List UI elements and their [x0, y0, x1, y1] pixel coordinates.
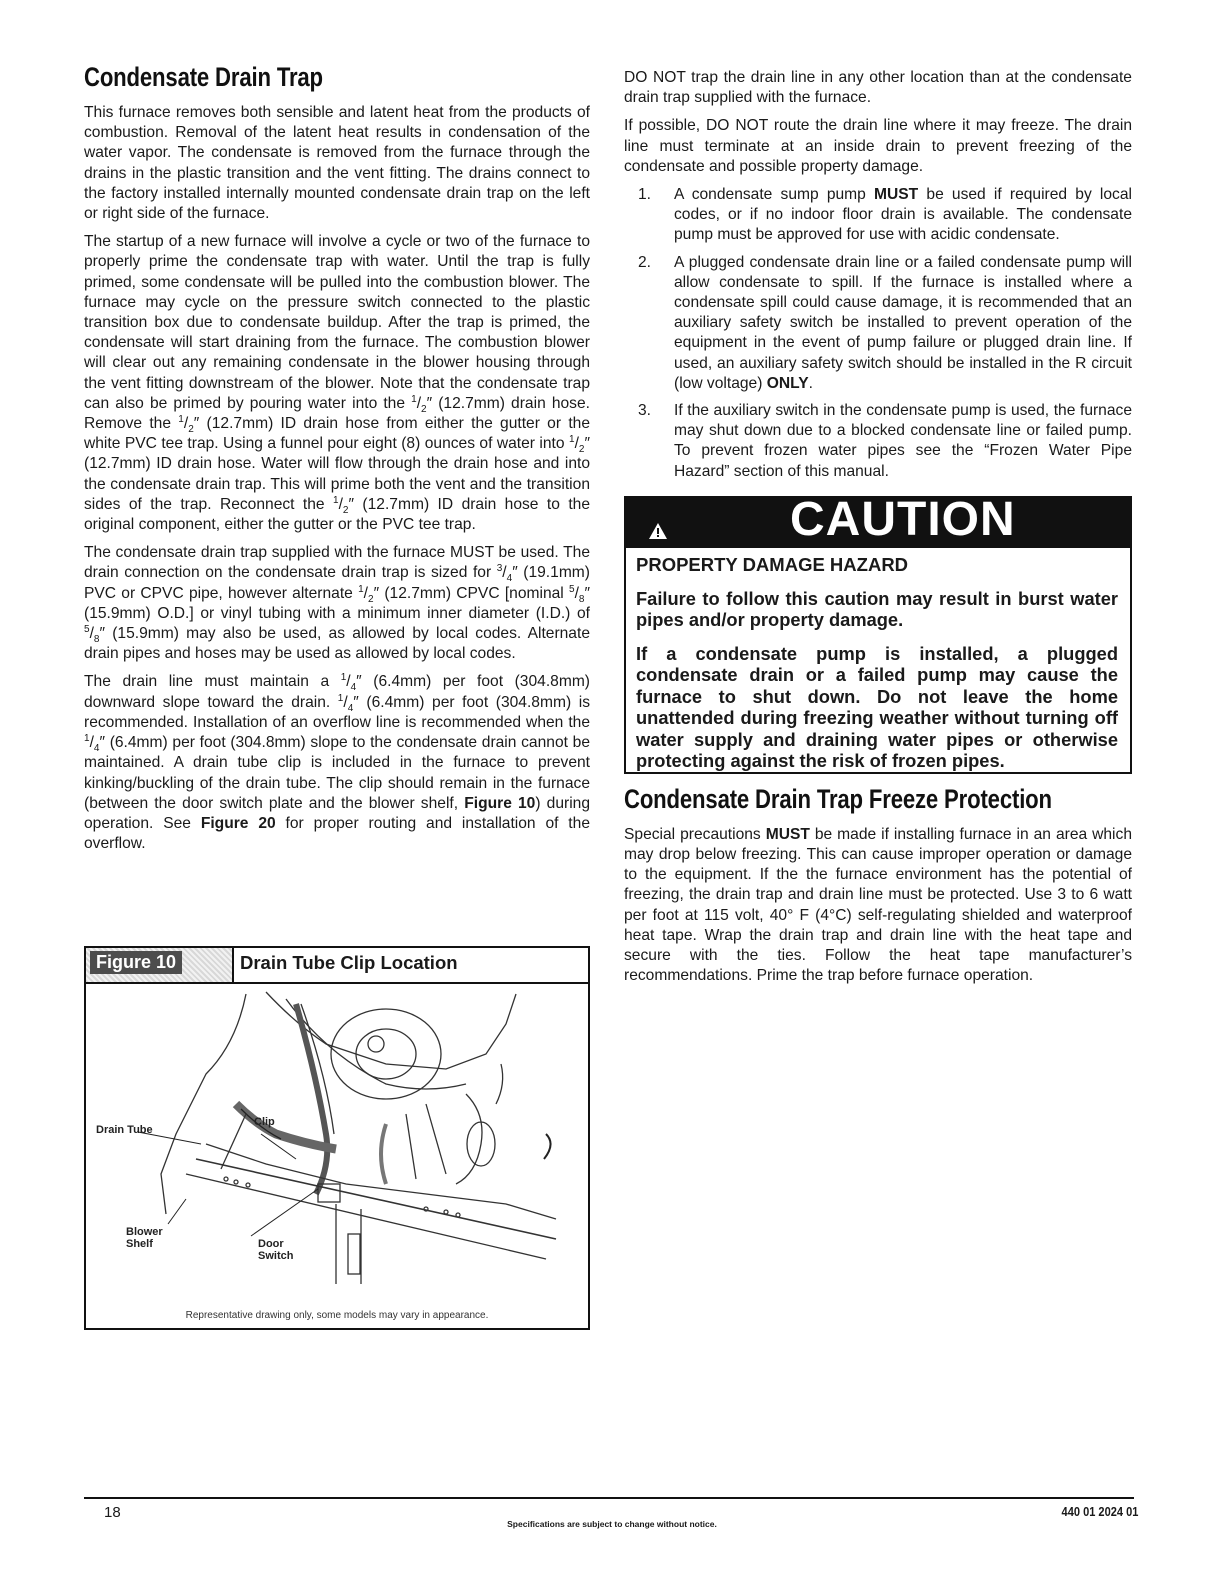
paragraph-trap-sizing: The condensate drain trap supplied with the furnace MUST be used. The drain connection on the condensate drain trap is sized for $^3/_4''$ (19.1mm) PVC or CPVC pipe, however alternate $^1/_2''$ (12.7mm) CPVC [nominal $^5/_8''$ (15.9mm) O.D.] or vinyl tubing with a minimum inner diameter (I.D.) of $^5/_8''$ (15.9mm) may also be used, as allowed by local codes. Alternate drain pipes and hoses may be used as allowed by local codes.: [84, 544, 590, 663]
figure-note: Representative drawing only, some models may vary in appearance.: [185, 1310, 489, 1321]
paragraph-do-not-trap: DO NOT trap the drain line in any other location than at the condensate drain trap supplied with the furnace.: [624, 69, 1132, 107]
hazard-title: PROPERTY DAMAGE HAZARD: [636, 553, 909, 575]
page-number: 18: [104, 1504, 121, 1521]
paragraph-freeze-route: If possible, DO NOT route the drain line where it may freeze. The drain line must terminate at an inside drain to prevent freezing of the condensate and possible property damage.: [624, 117, 1132, 175]
paragraph-drain-slope: The drain line must maintain a $^1/_4''$ (6.4mm) per foot (304.8mm) downward slope toward the drain. $^1/_4''$ (6.4mm) per foot (304.8mm) is recommended. Installation of an overflow line is recommended when the $^1/_4''$ (6.4mm) per foot (304.8mm) slope to the condensate drain cannot be maintained. A drain tube clip is included in the furnace to prevent kinking/buckling of the drain tube. The clip should remain in the furnace (between the door switch plate and the blower shelf, Figure 10) during operation. See Figure 20 for proper routing and installation of the overflow.: [84, 672, 591, 853]
figure-10: [84, 946, 590, 1330]
paragraph-freeze-protection: Special precautions MUST be made if installing furnace in an area which may drop below freezing. This can cause improper operation or damage to the equipment. If the the furnace environment has the potential of freezing, the drain trap and drain line must be protected. Use 3 to 6 watt per foot at 115 volt, 40° F (4°C) self-regulating shielded and waterproof heat tape. Wrap the drain trap and drain line with the heat tape and secure with the ties. Follow the heat tape manufacturer’s recommendations. Prime the trap before furnace operation.: [624, 825, 1132, 985]
footer-note: Specifications are subject to change without notice.: [507, 1519, 717, 1529]
list-item: 3. If the auxiliary switch in the condensate pump is used, the furnace may shut down due to a blocked condensate line or failed pump. To prevent frozen water pipes see the “Frozen Water Pipe Hazard” section of this manual.: [638, 402, 1132, 480]
callout-drain-tube: Drain Tube: [96, 1124, 153, 1136]
callout-blower-shelf: Blower Shelf: [126, 1226, 163, 1250]
warning-triangle-icon: [648, 522, 668, 540]
caution-line-2: If a condensate pump is installed, a plugged condensate drain or a failed pump may cause the furnace to shut down. Do not leave the home unattended during freezing weather without turning off water supply and draining water pipes or otherwise protecting against the risk of frozen pipes.: [636, 642, 1118, 772]
footer-rule: [84, 1497, 1134, 1499]
list-item: 2. A plugged condensate drain line or a failed condensate pump will allow condensate to spill. If the furnace is installed where a condensate spill could cause damage, it is recommended that an auxiliary safety switch be installed to prevent operation of the equipment in the event of pump failure or plugged drain line. If used, an auxiliary safety switch should be installed in the R circuit (low voltage) ONLY.: [638, 253, 1132, 392]
figure-label-cell: [86, 948, 234, 982]
caution-body: [626, 548, 1130, 772]
drain-tube-clip-drawing: [86, 984, 588, 1330]
figure-illustration: [86, 984, 588, 1330]
section-heading: Condensate Drain Trap: [84, 62, 323, 92]
callout-clip: Clip: [254, 1116, 275, 1128]
left-column: [84, 62, 590, 862]
paragraph-intro: This furnace removes both sensible and latent heat from the products of combustion. Removal of the latent heat results in condensation of the water vapor. The condensate is removed from the furnace through the drains in the plastic transition and the vent fitting. The drains connect to the factory installed internally mounted condensate drain trap on the left or right side of the furnace.: [84, 104, 590, 223]
callout-door-switch: Door Switch: [258, 1238, 294, 1262]
paragraph-startup: The startup of a new furnace will involve a cycle or two of the furnace to properly prime the condensate trap with water. Until the trap is fully primed, some condensate will be pulled into the combustion blower. The furnace may cycle on the pressure switch connected to the plastic transition box due to condensate buildup. After the trap is primed, the condensate will start draining from the furnace. The combustion blower will clear out any remaining condensate in the blower housing through the vent fitting downstream of the blower. Note that the condensate trap can also be primed by pouring water into the $^1/_2''$ (12.7mm) drain hose. Remove the $^1/_2''$ (12.7mm) ID drain hose from either the gutter or the white PVC tee trap. Using a funnel pour eight (8) ounces of water into $^1/_2''$ (12.7mm) ID drain hose. Water will flow through the drain hose and into the condensate drain trap. This will prime both the vent and the transition sides of the trap. Reconnect the $^1/_2''$ (12.7mm) ID drain hose to the original component, either the gutter or the PVC tee trap.: [84, 233, 590, 534]
caution-line-1: Failure to follow this caution may result in burst water pipes and/or property damage.: [636, 587, 1118, 631]
caution-banner: [626, 492, 1130, 548]
pump-list: [624, 185, 1132, 482]
right-column: [624, 68, 1132, 994]
figure-label: Figure 10: [90, 951, 182, 974]
document-number: 440 01 2024 01: [1061, 1504, 1138, 1519]
caution-box: [624, 492, 1132, 774]
list-item: 1. A condensate sump pump MUST be used if required by local codes, or if no indoor floor drain is available. The condensate pump must be approved for use with acidic condensate.: [638, 186, 1132, 244]
section-heading-freeze: Condensate Drain Trap Freeze Protection: [624, 783, 1052, 814]
caution-word: CAUTION: [790, 492, 1016, 546]
figure-header: [86, 948, 588, 984]
figure-title: Drain Tube Clip Location: [240, 952, 458, 973]
